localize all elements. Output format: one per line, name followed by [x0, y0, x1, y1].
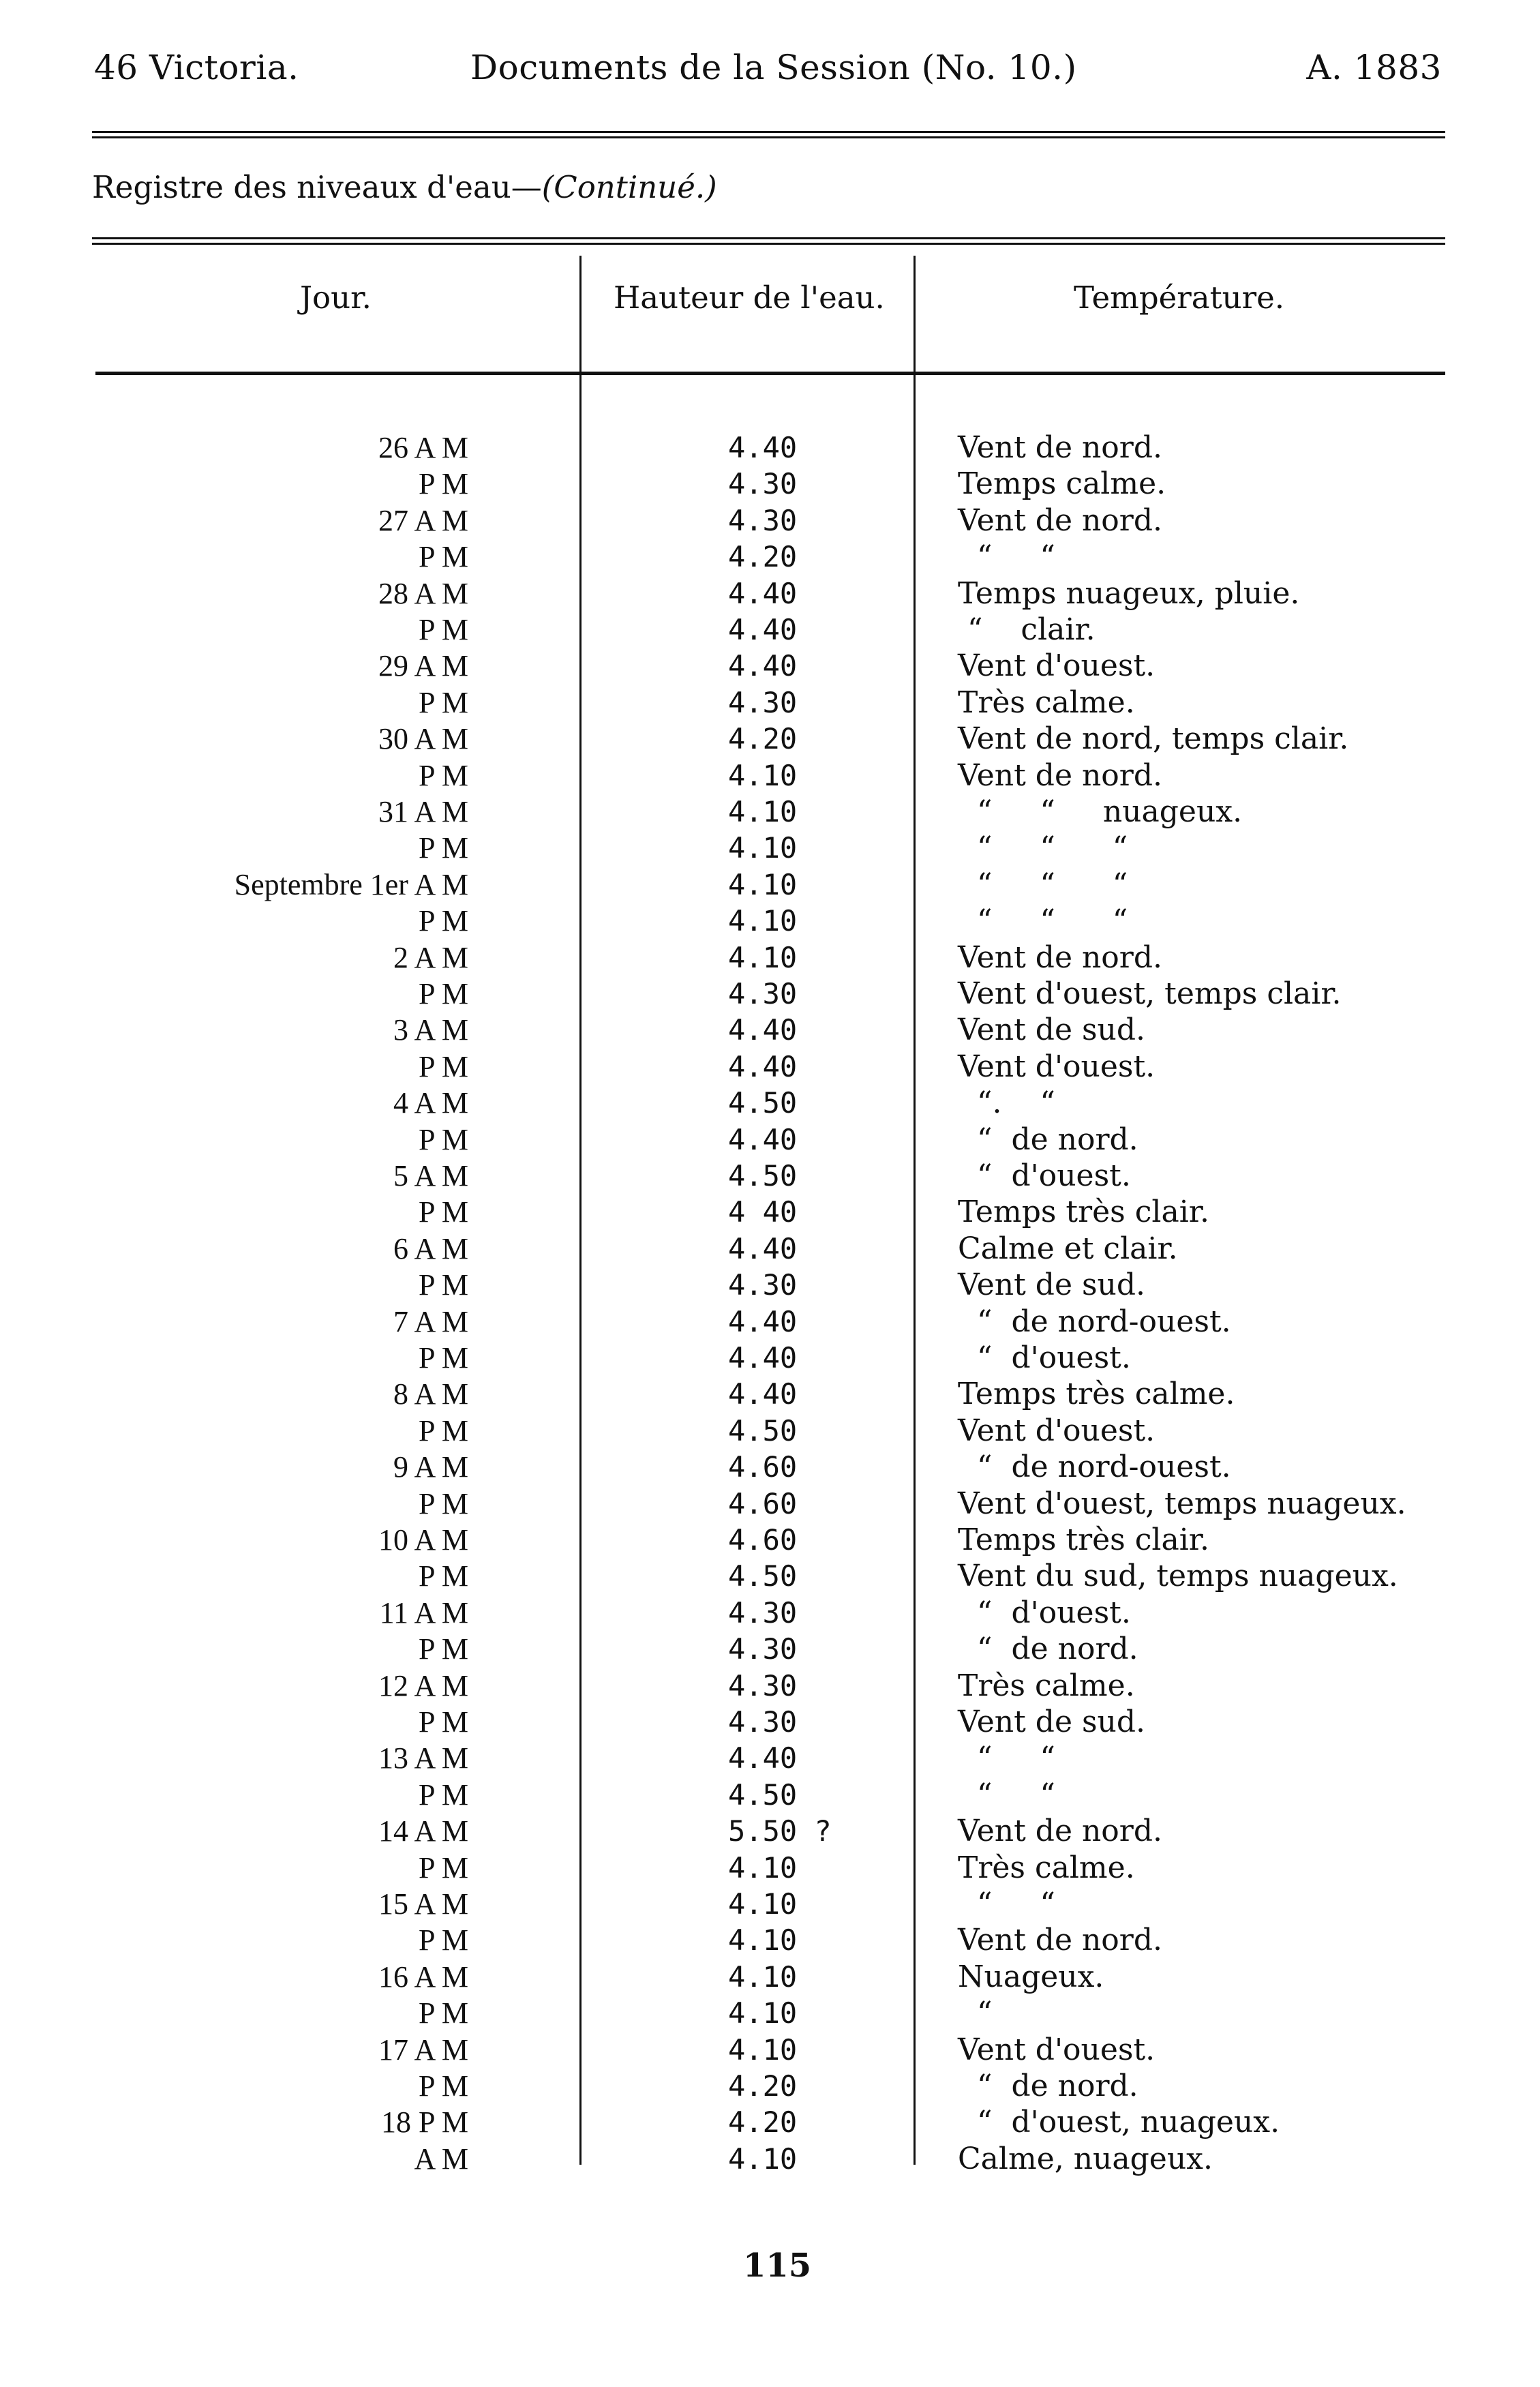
cell-day: Septembre 1er A M — [234, 867, 468, 901]
cell-temperature: “ “ “ — [958, 903, 1128, 939]
cell-day: 10 A M — [378, 1523, 468, 1557]
cell-water-level: 4.40 — [728, 1377, 798, 1411]
cell-temperature: “ “ — [958, 1887, 1055, 1921]
cell-temperature: Vent d'ouest. — [958, 1413, 1156, 1448]
cell-water-level: 4.10 — [728, 867, 798, 901]
cell-water-level: 4.40 — [728, 431, 798, 464]
cell-day: 30 A M — [378, 722, 468, 756]
table-row — [0, 940, 1540, 976]
cell-water-level: 4.30 — [728, 977, 798, 1010]
cell-water-level: 4.30 — [728, 1668, 798, 1702]
cell-day: 18 P M — [381, 2105, 468, 2140]
cell-day: P M — [419, 1559, 468, 1593]
cell-temperature: Vent de nord. — [958, 430, 1162, 465]
cell-temperature: “ d'ouest. — [958, 1158, 1131, 1193]
cell-day: P M — [419, 540, 468, 574]
cell-temperature: Vent de nord. — [958, 1923, 1162, 1958]
cell-water-level: 4.40 — [728, 1741, 798, 1775]
cell-water-level: 4 40 — [728, 1195, 798, 1229]
cell-day: 3 A M — [393, 1013, 468, 1047]
cell-day: P M — [419, 758, 468, 792]
cell-water-level: 4.40 — [728, 1049, 798, 1083]
cell-temperature: Vent de nord, temps clair. — [958, 721, 1349, 757]
cell-day: P M — [419, 1122, 468, 1156]
cell-day: P M — [419, 1850, 468, 1885]
cell-temperature: “ “ “ — [958, 830, 1128, 866]
cell-water-level: 4.40 — [728, 1304, 798, 1338]
column-header-hauteur: Hauteur de l'eau. — [614, 280, 885, 316]
cell-day: P M — [419, 1413, 468, 1447]
table-row — [0, 1595, 1540, 1631]
table-row — [0, 1777, 1540, 1813]
cell-temperature: Vent d'ouest, temps nuageux. — [958, 1486, 1406, 1521]
cell-water-level: 4.10 — [728, 1887, 798, 1921]
cell-temperature: Calme et clair. — [958, 1231, 1178, 1266]
cell-temperature: Vent d'ouest. — [958, 648, 1156, 684]
cell-water-level: 4.10 — [728, 2142, 798, 2176]
table-row — [0, 648, 1540, 684]
cell-temperature: Calme, nuageux. — [958, 2141, 1213, 2176]
cell-temperature: “ de nord-ouest. — [958, 1450, 1231, 1485]
cell-water-level: 4.10 — [728, 758, 798, 792]
cell-water-level: 4.50 — [728, 1413, 798, 1447]
table-row — [0, 1631, 1540, 1667]
cell-day: 29 A M — [378, 649, 468, 683]
table-row — [0, 502, 1540, 539]
cell-water-level: 4.10 — [728, 1960, 798, 1994]
cell-temperature: Vent de nord. — [958, 757, 1162, 793]
cell-day: 14 A M — [378, 1814, 468, 1848]
cell-water-level: 4.20 — [728, 2105, 798, 2140]
cell-day: P M — [419, 1777, 468, 1812]
table-row — [0, 1922, 1540, 1958]
cell-water-level: 4.40 — [728, 576, 798, 610]
cell-day: 27 A M — [378, 503, 468, 537]
cell-water-level: 4.30 — [728, 1705, 798, 1739]
table-top-double-rule — [92, 237, 1445, 245]
table-row — [0, 1449, 1540, 1485]
cell-day: 28 A M — [378, 576, 468, 610]
cell-temperature: Vent d'ouest. — [958, 2032, 1156, 2067]
cell-water-level: 4.20 — [728, 540, 798, 574]
cell-water-level: 4.50 — [728, 1559, 798, 1593]
table-row — [0, 976, 1540, 1012]
table-row — [0, 612, 1540, 648]
cell-day: 15 A M — [378, 1887, 468, 1921]
table-row — [0, 830, 1540, 866]
cell-temperature: “ d'ouest, nuageux. — [958, 2105, 1280, 2140]
header-bottom-rule — [95, 372, 1445, 375]
cell-water-level: 4.10 — [728, 904, 798, 938]
cell-water-level: 4.30 — [728, 467, 798, 501]
table-row — [0, 1522, 1540, 1558]
cell-water-level: 4.60 — [728, 1450, 798, 1484]
cell-water-level: 4.40 — [728, 1341, 798, 1375]
cell-day: P M — [419, 904, 468, 938]
table-row — [0, 1376, 1540, 1412]
cell-water-level: 4.20 — [728, 722, 798, 756]
column-header-temperature: Température. — [1074, 280, 1285, 316]
table-row — [0, 1231, 1540, 1267]
cell-water-level: 4.40 — [728, 1013, 798, 1047]
cell-temperature: Très calme. — [958, 685, 1135, 720]
table-row — [0, 1085, 1540, 1121]
table-row — [0, 2104, 1540, 2140]
header-double-rule — [92, 131, 1445, 138]
table-row — [0, 794, 1540, 830]
cell-water-level: 4.50 — [728, 1086, 798, 1120]
header-center: Documents de la Session (No. 10.) — [470, 48, 1077, 87]
cell-water-level: 4.10 — [728, 831, 798, 865]
cell-water-level: 4.30 — [728, 685, 798, 719]
table-row — [0, 1850, 1540, 1886]
cell-day: P M — [419, 1705, 468, 1739]
cell-temperature: Temps nuageux, pluie. — [958, 575, 1300, 611]
table-row — [0, 1012, 1540, 1048]
table-title-text: Registre des niveaux d'eau— — [92, 169, 542, 205]
cell-temperature: “ d'ouest. — [958, 1595, 1131, 1630]
table-row — [0, 1194, 1540, 1230]
table-row — [0, 1158, 1540, 1194]
cell-day: P M — [419, 613, 468, 646]
column-header-jour: Jour. — [300, 280, 372, 316]
cell-day: 31 A M — [378, 795, 468, 828]
table-row — [0, 903, 1540, 939]
cell-day: 13 A M — [378, 1741, 468, 1775]
cell-temperature: “ de nord. — [958, 2069, 1138, 2103]
cell-day: P M — [419, 831, 468, 865]
table-row — [0, 575, 1540, 612]
cell-day: A M — [414, 2142, 468, 2176]
table-row — [0, 2141, 1540, 2177]
cell-temperature: Très calme. — [958, 1850, 1135, 1885]
cell-day: P M — [419, 1632, 468, 1666]
cell-temperature: “ “ — [958, 1741, 1055, 1776]
cell-temperature: Temps très calme. — [958, 1377, 1235, 1412]
table-row — [0, 1740, 1540, 1776]
cell-day: 12 A M — [378, 1668, 468, 1702]
cell-water-level: 4.10 — [728, 2032, 798, 2067]
cell-water-level: 4.30 — [728, 503, 798, 537]
cell-water-level: 4.30 — [728, 1268, 798, 1302]
cell-temperature: “ — [958, 1996, 993, 2031]
cell-water-level: 4.30 — [728, 1632, 798, 1666]
cell-day: 4 A M — [393, 1086, 468, 1120]
cell-temperature: “ “ — [958, 1777, 1055, 1812]
cell-water-level: 4.40 — [728, 613, 798, 646]
cell-day: P M — [419, 1341, 468, 1375]
table-row — [0, 1267, 1540, 1303]
cell-temperature: “ “ nuageux. — [958, 794, 1243, 829]
cell-day: 7 A M — [393, 1304, 468, 1338]
cell-day: 26 A M — [378, 431, 468, 464]
table-row — [0, 1413, 1540, 1449]
cell-day: P M — [419, 1049, 468, 1083]
cell-water-level: 4.10 — [728, 1850, 798, 1885]
cell-temperature: Vent d'ouest. — [958, 1049, 1156, 1084]
cell-temperature: Vent de sud. — [958, 1012, 1146, 1048]
header-left: 46 Victoria. — [94, 48, 299, 87]
cell-water-level: 4.10 — [728, 940, 798, 974]
table-row — [0, 1704, 1540, 1740]
cell-temperature: Nuageux. — [958, 1959, 1104, 1994]
cell-water-level: 4.10 — [728, 1996, 798, 2030]
cell-temperature: “ “ “ — [958, 867, 1128, 902]
table-row — [0, 2032, 1540, 2068]
table-row — [0, 1995, 1540, 2031]
table-row — [0, 757, 1540, 794]
cell-temperature: Vent de sud. — [958, 1267, 1146, 1303]
cell-temperature: “ clair. — [958, 612, 1096, 647]
running-head — [89, 48, 1442, 95]
table-row — [0, 1813, 1540, 1849]
table-row — [0, 1486, 1540, 1522]
cell-water-level: 4.60 — [728, 1523, 798, 1557]
cell-day: P M — [419, 1996, 468, 2030]
header-right: A. 1883 — [1306, 48, 1442, 87]
table-title — [92, 169, 717, 205]
cell-water-level: 4.60 — [728, 1486, 798, 1520]
cell-day: 8 A M — [393, 1377, 468, 1411]
table-row — [0, 466, 1540, 502]
table-row — [0, 1340, 1540, 1376]
cell-temperature: Temps calme. — [958, 466, 1166, 502]
cell-temperature: “. “ — [958, 1085, 1055, 1121]
cell-water-level: 4.40 — [728, 649, 798, 683]
page-number: 115 — [743, 2247, 812, 2285]
cell-temperature: Temps très clair. — [958, 1195, 1209, 1230]
cell-water-level: 4.20 — [728, 2069, 798, 2103]
table-row — [0, 1886, 1540, 1922]
cell-day: 9 A M — [393, 1450, 468, 1484]
cell-temperature: “ d'ouest. — [958, 1340, 1131, 1375]
cell-water-level: 4.10 — [728, 1923, 798, 1957]
cell-day: P M — [419, 467, 468, 501]
cell-day: P M — [419, 1486, 468, 1520]
cell-day: 5 A M — [393, 1159, 468, 1192]
cell-day: P M — [419, 1268, 468, 1302]
cell-day: 6 A M — [393, 1231, 468, 1265]
table-row — [0, 685, 1540, 721]
cell-water-level: 4.10 — [728, 795, 798, 828]
cell-water-level: 4.50 — [728, 1159, 798, 1192]
cell-temperature: Très calme. — [958, 1668, 1135, 1703]
cell-day: P M — [419, 2069, 468, 2103]
cell-temperature: Temps très clair. — [958, 1522, 1209, 1557]
table-row — [0, 1049, 1540, 1085]
cell-temperature: Vent de sud. — [958, 1705, 1146, 1739]
cell-temperature: Vent de nord. — [958, 940, 1162, 975]
cell-day: P M — [419, 1195, 468, 1229]
cell-temperature: Vent de nord. — [958, 502, 1162, 538]
cell-day: P M — [419, 685, 468, 719]
table-row — [0, 539, 1540, 575]
cell-water-level: 5.50 ? — [728, 1814, 832, 1848]
cell-day: 17 A M — [378, 2032, 468, 2067]
table-row — [0, 2068, 1540, 2104]
table-row — [0, 1668, 1540, 1704]
cell-water-level: 4.40 — [728, 1231, 798, 1265]
cell-water-level: 4.50 — [728, 1777, 798, 1812]
cell-temperature: “ de nord. — [958, 1632, 1138, 1667]
cell-day: P M — [419, 1923, 468, 1957]
table-row — [0, 1959, 1540, 1995]
cell-temperature: Vent de nord. — [958, 1814, 1162, 1849]
cell-temperature: “ “ — [958, 539, 1055, 575]
cell-temperature: “ de nord. — [958, 1122, 1138, 1157]
cell-day: 11 A M — [379, 1595, 468, 1630]
cell-water-level: 4.30 — [728, 1595, 798, 1630]
table-row — [0, 1558, 1540, 1594]
cell-day: P M — [419, 977, 468, 1010]
cell-temperature: Vent d'ouest, temps clair. — [958, 976, 1342, 1011]
cell-day: 2 A M — [393, 940, 468, 974]
table-row — [0, 1122, 1540, 1158]
table-row — [0, 430, 1540, 466]
table-row — [0, 867, 1540, 903]
cell-water-level: 4.40 — [728, 1122, 798, 1156]
cell-temperature: Vent du sud, temps nuageux. — [958, 1559, 1398, 1594]
table-row — [0, 1304, 1540, 1340]
cell-temperature: “ de nord-ouest. — [958, 1304, 1231, 1339]
table-row — [0, 721, 1540, 757]
cell-day: 16 A M — [378, 1960, 468, 1994]
table-title-continued: (Continué.) — [541, 169, 717, 205]
